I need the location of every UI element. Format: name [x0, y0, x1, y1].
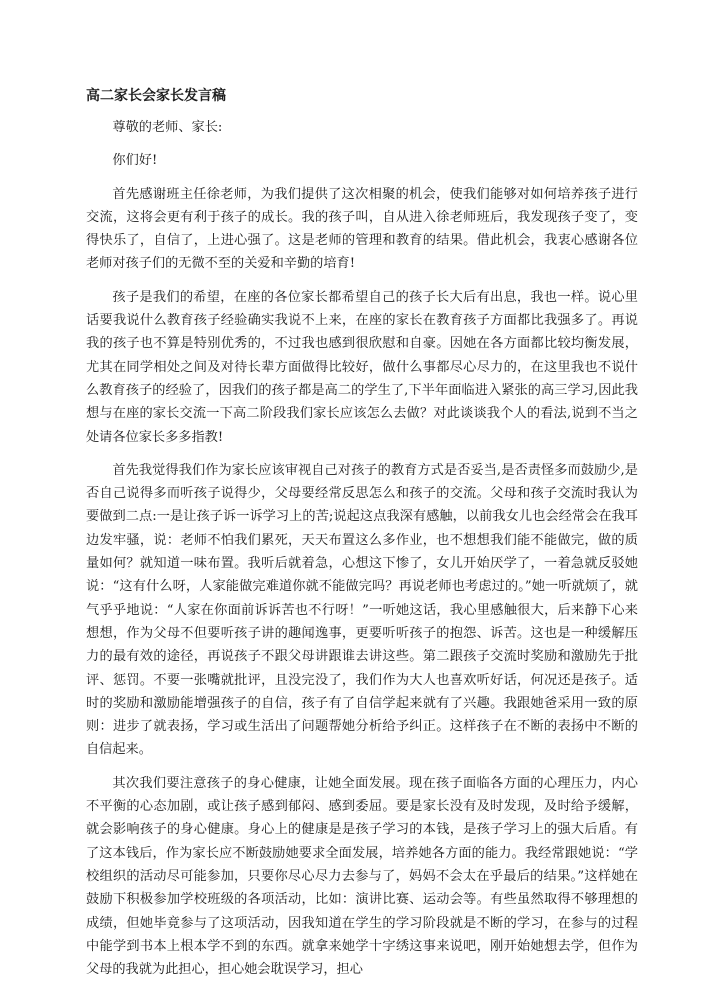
document-body — [86, 116, 638, 991]
document-title: 高二家长会家长发言稿 — [86, 88, 226, 104]
salutation: 尊敬的老师、家长: — [112, 120, 223, 135]
paragraph: 首先感谢班主任徐老师，为我们提供了这次相聚的机会，使我们能够对如何培养孩子进行交流，这将会更有利于孩子的成长。我的孩子叫，自从进入徐老师班后，我发现孩子变了，变得快乐了，自信了，上进心强了。这是老师的管理和教育的结果。借此机会，我衷心感谢各位老师对孩子们的无微不至的关爱和辛勤的培育! — [86, 186, 638, 272]
paragraph: 其次我们要注意孩子的身心健康，让她全面发展。现在孩子面临各方面的心理压力，内心不平衡的心态加剧，或让孩子感到郁闷、感到委屈。要是家长没有及时发现，及时给予缓解，就会影响孩子的身心健康。身心上的健康是是孩子学习的本钱，是孩子学习上的强大后盾。有了这本钱后，作为家长应不断鼓励她要求全面发展，培养她各方面的能力。我经常跟她说：“学校组织的活动尽可能参加，只要你尽心尽力去参与了，妈妈不会太在乎最后的结果。”这样她在鼓励下积极参加学校班级的各项活动，比如：演讲比赛、运动会等。有些虽然取得不够理想的成绩，但她毕竟参与了这项活动，因我知道在学生的学习阶段就是不断的学习，在参与的过程中能学到书本上根本学不到的东西。就拿来她学十字绣这事来说吧，刚开始她想去学，但作为父母的我就为此担心，担心她会耽误学习，担心 — [86, 775, 638, 978]
paragraph: 孩子是我们的希望，在座的各位家长都希望自己的孩子长大后有出息，我也一样。说心里话要我说什么教育孩子经验确实我说不上来，在座的家长在教育孩子方面都比我强多了。再说我的孩子也不算是特别优秀的，不过我也感到很欣慰和自豪。因她在各方面都比较均衡发展，尤其在同学相处之间及对待长辈方面做得比较好，做什么事都尽心尽力的，在这里我也不说什么教育孩子的经验了，因我们的孩子都是高二的学生了,下半年面临进入紧张的高三学习,因此我想与在座的家长交流一下高二阶段我们家长应该怎么去做？对此谈谈我个人的看法,说到不当之处请各位家长多多指教! — [86, 289, 638, 445]
greeting: 你们好! — [112, 153, 158, 169]
paragraph: 首先我觉得我们作为家长应该审视自己对孩子的教育方式是否妥当,是否责怪多而鼓励少,是否自己说得多而听孩子说得少，父母要经常反思怎么和孩子的交流。父母和孩子交流时我认为要做到二点:一是让孩子诉一诉学习上的苦;说起这点我深有感触，以前我女儿也会经常会在我耳边发牢骚，说：老师不怕我们累死，天天布置这么多作业，也不想想我们能不能做完，做的质量如何？就知道一味布置。我听后就着急，心想这下惨了，女儿开始厌学了，一着急就反驳她说：“这有什么呀，人家能做完难道你就不能做完吗？再说老师也考虑过的。”她一听就烦了，就气乎乎地说：“人家在你面前诉诉苦也不行呀！”一听她这话，我心里感触很大，后来静下心来想想，作为父母不但要听孩子讲的趣闻逸事，更要听听孩子的抱怨、诉苦。这也是一种缓解压力的最有效的途径，再说孩子不跟父母讲跟谁去讲这些。第二跟孩子交流时奖励和激励先于批评、惩罚。不要一张嘴就批评，且没完没了，我们作为大人也喜欢听好话，何况还是孩子。适时的奖励和激励能增强孩子的自信，孩子有了自信学起来就有了兴趣。我跟她爸采用一致的原则：进步了就表扬，学习或生活出了问题帮她分析给予纠正。这样孩子在不断的表扬中不断的自信起来。 — [86, 462, 638, 758]
